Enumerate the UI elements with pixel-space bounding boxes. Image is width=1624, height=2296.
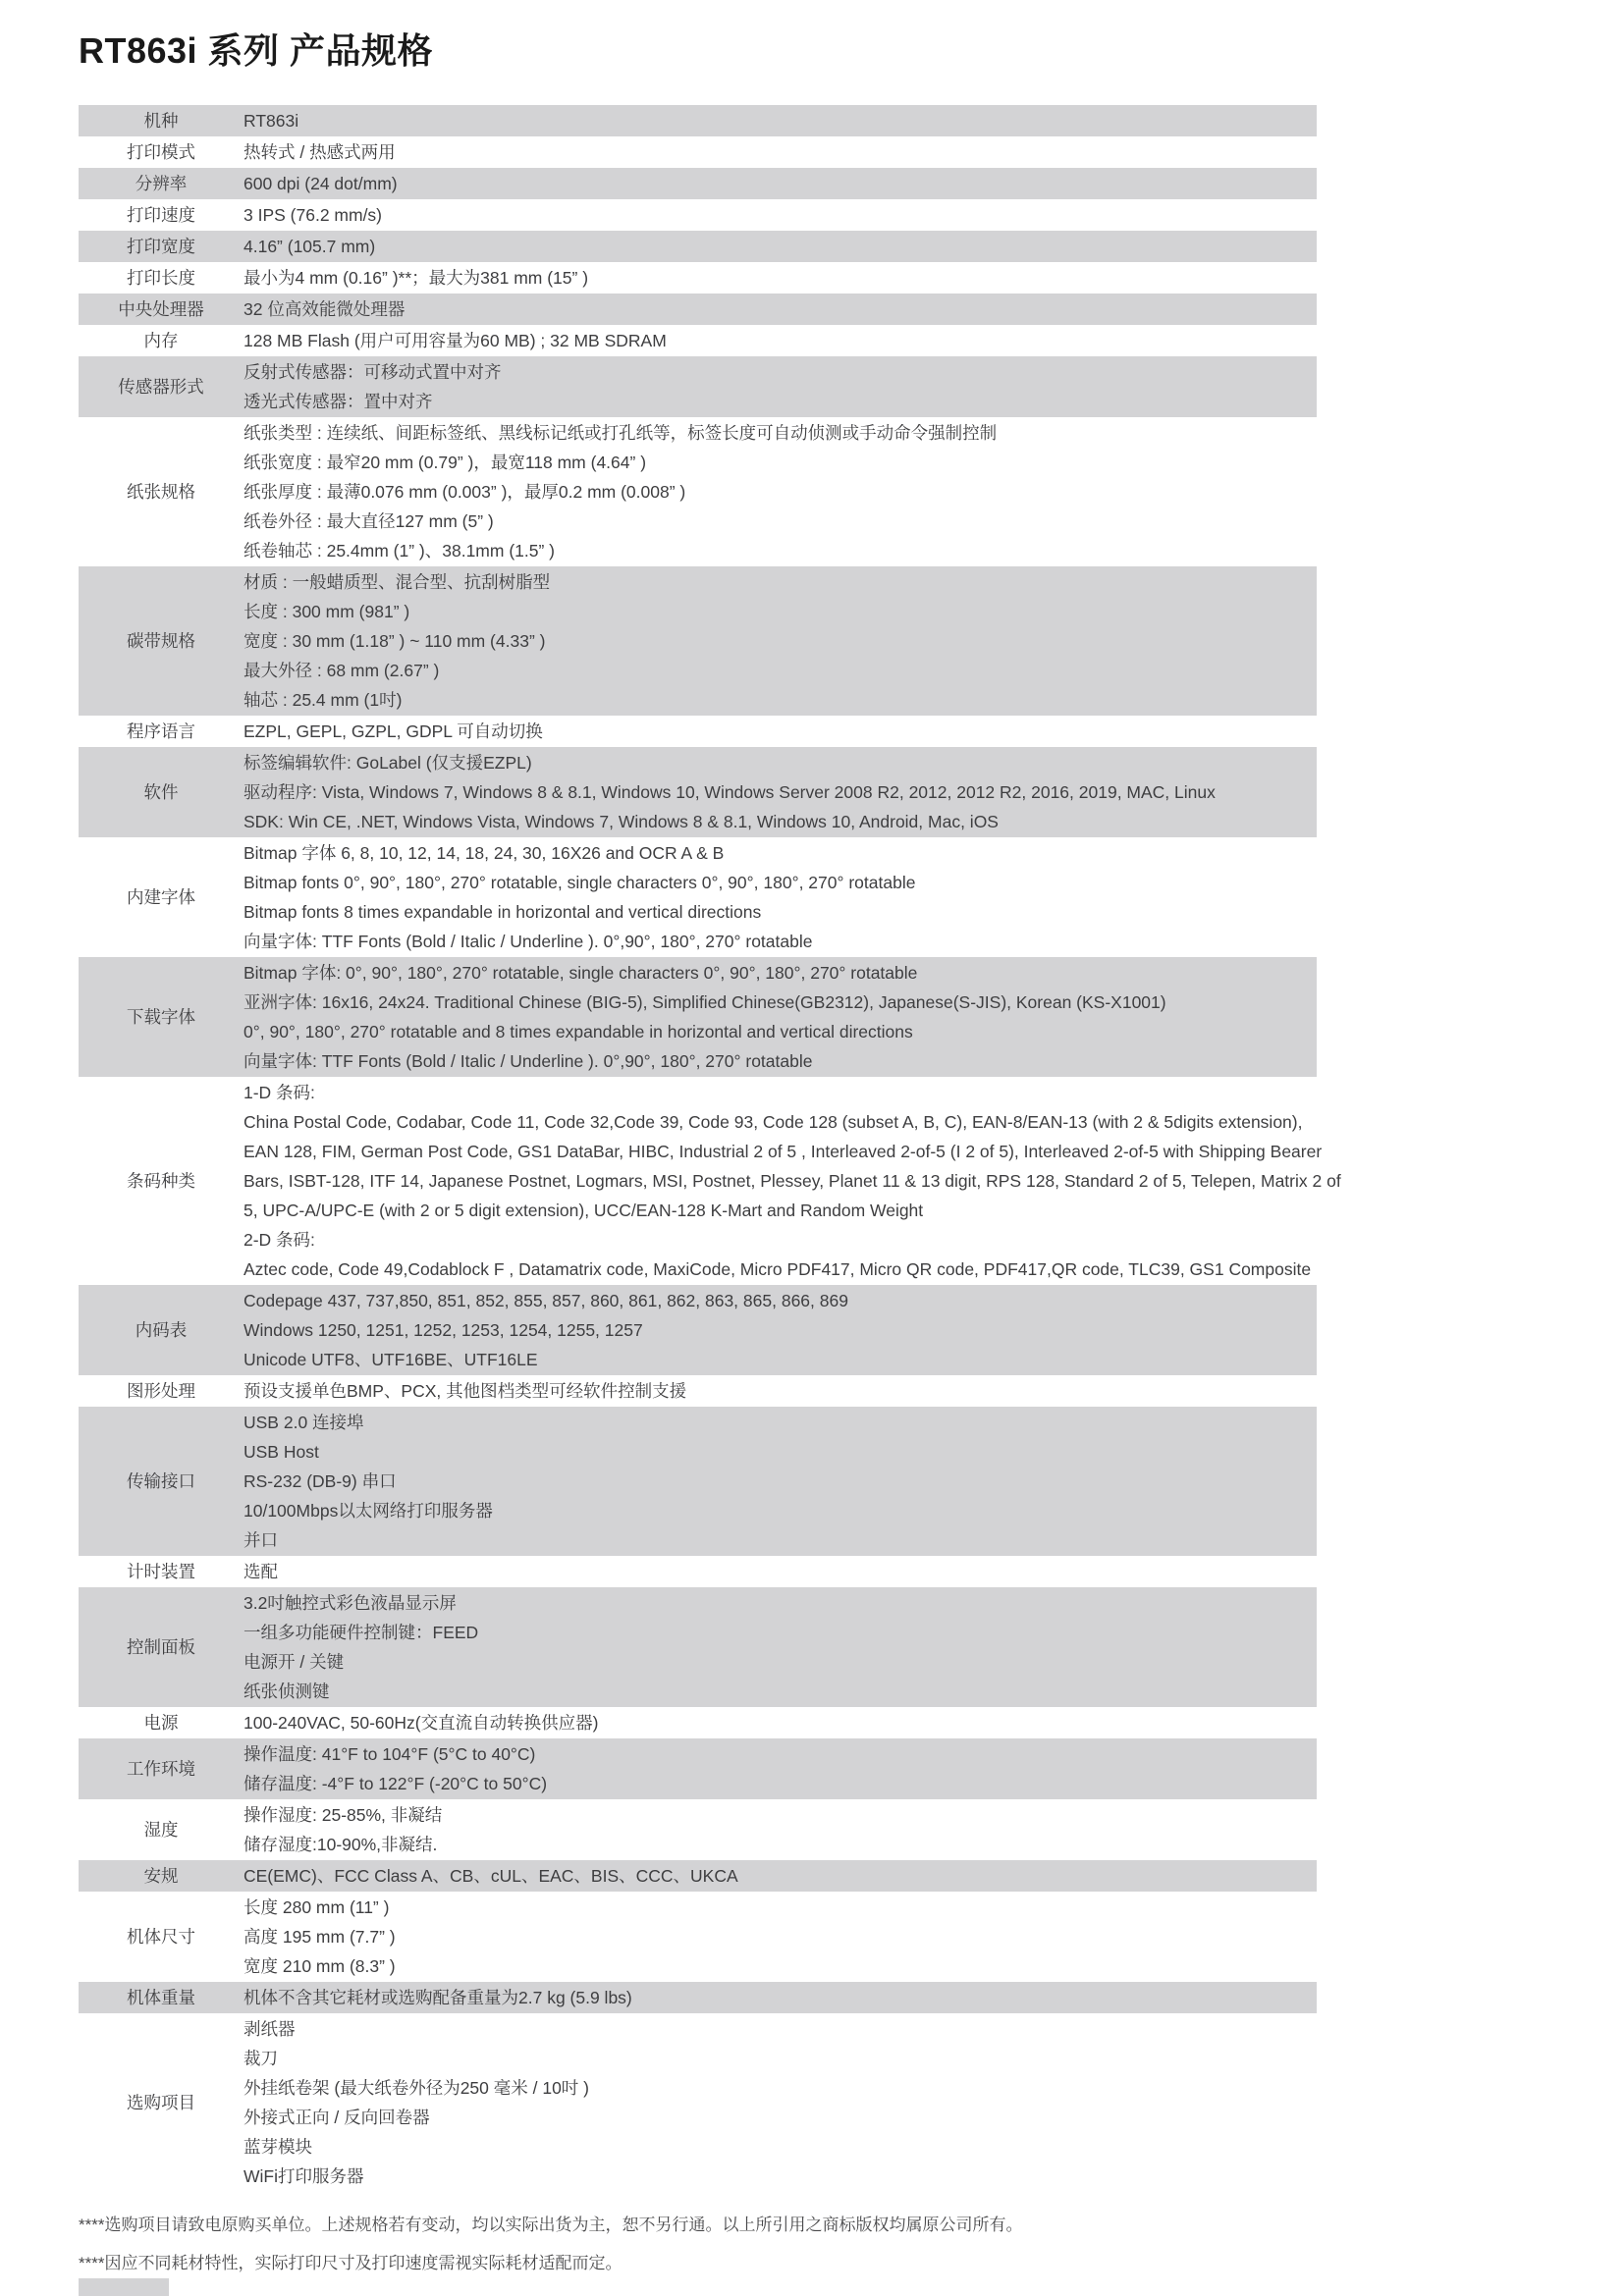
- spec-value-line: 操作温度: 41°F to 104°F (5°C to 40°C): [244, 1744, 536, 1764]
- spec-value: [244, 1077, 1341, 1285]
- spec-value: [244, 1707, 1317, 1738]
- spec-value: [244, 1892, 1317, 1982]
- table-row: [79, 199, 1317, 231]
- spec-value: [244, 1982, 1317, 2013]
- spec-label: 内存: [143, 331, 179, 350]
- table-row: [79, 957, 1317, 1077]
- spec-label: 程序语言: [127, 721, 195, 741]
- spec-label: 软件: [143, 782, 179, 802]
- spec-value-line: 128 MB Flash (用户可用容量为60 MB) ; 32 MB SDRAM: [244, 331, 667, 350]
- spec-value-line: 电源开 / 关键: [244, 1652, 345, 1672]
- spec-value-line: 操作湿度: 25-85%, 非凝结: [244, 1805, 443, 1825]
- spec-label: 内建字体: [127, 887, 195, 907]
- spec-label: 湿度: [143, 1820, 179, 1840]
- spec-value-line: 机体不含其它耗材或选购配备重量为2.7 kg (5.9 lbs): [244, 1988, 632, 2007]
- spec-value-line: 驱动程序: Vista, Windows 7, Windows 8 & 8.1, Windows 10, Windows Server 2008 R2, 2012, 2012 R2, 2016, 2019, MAC, Linux: [244, 782, 1216, 802]
- spec-table: [79, 105, 1341, 2192]
- spec-value: [244, 716, 1317, 747]
- table-row: [79, 1982, 1317, 2013]
- spec-value-line: 0°, 90°, 180°, 270° rotatable and 8 times expandable in horizontal and vertical directions: [244, 1022, 913, 1041]
- table-row: [79, 747, 1317, 837]
- spec-value-line: 向量字体: TTF Fonts (Bold / Italic / Underline ). 0°,90°, 180°, 270° rotatable: [244, 932, 813, 951]
- spec-value-line: 纸卷外径 : 最大直径127 mm (5” ): [244, 511, 494, 531]
- spec-value-line: 最小为4 mm (0.16” )**；最大为381 mm (15” ): [244, 268, 589, 288]
- spec-value-line: 选配: [244, 1562, 278, 1581]
- spec-value-line: 亚洲字体: 16x16, 24x24. Traditional Chinese (BIG-5), Simplified Chinese(GB2312), Japanese(S-JIS), Korean (KS-X1001): [244, 992, 1166, 1012]
- spec-value: [244, 105, 1317, 136]
- spec-value: [244, 747, 1317, 837]
- spec-value: [244, 325, 1317, 356]
- spec-value: [244, 957, 1317, 1077]
- table-row: [79, 1556, 1317, 1587]
- spec-value-line: 热转式 / 热感式两用: [244, 142, 396, 162]
- spec-value-line: 预设支援单色BMP、PCX, 其他图档类型可经软件控制支援: [244, 1381, 687, 1401]
- spec-value-line: 纸张宽度 : 最窄20 mm (0.79” )，最宽118 mm (4.64” ): [244, 453, 647, 472]
- spec-value-line: 储存湿度:10-90%,非凝结.: [244, 1835, 438, 1854]
- spec-value: [244, 1799, 1317, 1860]
- spec-label: 中央处理器: [118, 299, 204, 319]
- spec-label: 选购项目: [127, 2093, 195, 2112]
- spec-value-line: 高度 195 mm (7.7” ): [244, 1927, 396, 1947]
- spec-value-line: EZPL, GEPL, GZPL, GDPL 可自动切换: [244, 721, 543, 741]
- spec-value-line: Codepage 437, 737,850, 851, 852, 855, 857, 860, 861, 862, 863, 865, 866, 869: [244, 1291, 848, 1310]
- spec-value-line: Bitmap 字体 6, 8, 10, 12, 14, 18, 24, 30, 16X26 and OCR A & B: [244, 843, 725, 863]
- spec-value-line: 纸卷轴芯 : 25.4mm (1” )、38.1mm (1.5” ): [244, 541, 555, 561]
- spec-value-line: WiFi打印服务器: [244, 2166, 364, 2186]
- table-row: [79, 1375, 1317, 1407]
- spec-label: 机种: [143, 111, 179, 131]
- spec-value-line: CE(EMC)、FCC Class A、CB、cUL、EAC、BIS、CCC、UKCA: [244, 1866, 738, 1886]
- spec-label: 打印模式: [127, 142, 195, 162]
- spec-label: 条码种类: [127, 1171, 195, 1191]
- table-row: [79, 1707, 1317, 1738]
- spec-value-line: 最大外径 : 68 mm (2.67” ): [244, 661, 440, 680]
- table-row: [79, 1738, 1317, 1799]
- spec-value-line: 4.16” (105.7 mm): [244, 237, 376, 256]
- spec-value: [244, 262, 1317, 294]
- spec-value-line: USB Host: [244, 1442, 319, 1462]
- spec-value-line: 100-240VAC, 50-60Hz(交直流自动转换供应器): [244, 1713, 599, 1733]
- spec-value-line: 并口: [244, 1530, 278, 1550]
- spec-value-line: 600 dpi (24 dot/mm): [244, 174, 398, 193]
- spec-label: 纸张规格: [127, 482, 195, 502]
- spec-value: [244, 566, 1317, 716]
- table-row: [79, 231, 1317, 262]
- footnotes: [79, 2206, 1624, 2282]
- table-row: [79, 105, 1317, 136]
- spec-value-line: Bitmap fonts 0°, 90°, 180°, 270° rotatable, single characters 0°, 90°, 180°, 270° rotatable: [244, 873, 916, 892]
- spec-label: 分辨率: [135, 174, 188, 193]
- spec-label: 打印长度: [127, 268, 195, 288]
- spec-label: 机体重量: [127, 1988, 195, 2007]
- spec-value-line: 纸张侦测键: [244, 1682, 330, 1701]
- spec-value-line: 材质 : 一般蜡质型、混合型、抗刮树脂型: [244, 572, 551, 592]
- table-row: [79, 716, 1317, 747]
- spec-value-line: 储存温度: -4°F to 122°F (-20°C to 50°C): [244, 1774, 548, 1793]
- cut-off-next-row-fragment: [79, 2278, 169, 2296]
- spec-value: [244, 417, 1317, 566]
- spec-value-line: 3.2吋触控式彩色液晶显示屏: [244, 1593, 457, 1613]
- spec-value-line: 外挂纸卷架 (最大纸卷外径为250 毫米 / 10吋 ): [244, 2078, 589, 2098]
- spec-label: 机体尺寸: [127, 1927, 195, 1947]
- spec-label: 碳带规格: [127, 631, 195, 651]
- spec-value-line: 3 IPS (76.2 mm/s): [244, 205, 383, 225]
- table-row: [79, 566, 1317, 716]
- table-row: [79, 294, 1317, 325]
- spec-value-line: Aztec code, Code 49,Codablock F , Datamatrix code, MaxiCode, Micro PDF417, Micro QR code, PDF417,QR code, TLC39, GS1 Composite: [244, 1259, 1312, 1279]
- table-row: [79, 1799, 1317, 1860]
- table-row: [79, 136, 1317, 168]
- spec-value-line: 蓝芽模块: [244, 2137, 312, 2157]
- spec-value-line: China Postal Code, Codabar, Code 11, Code 32,Code 39, Code 93, Code 128 (subset A, B, C), EAN-8/EAN-13 (with 2 & 5digits extension),: [244, 1112, 1303, 1132]
- spec-value: [244, 1285, 1317, 1375]
- spec-value-line: 向量字体: TTF Fonts (Bold / Italic / Underline ). 0°,90°, 180°, 270° rotatable: [244, 1051, 813, 1071]
- spec-value: [244, 1407, 1317, 1556]
- table-row: [79, 1077, 1341, 1285]
- spec-value-line: Bitmap 字体: 0°, 90°, 180°, 270° rotatable, single characters 0°, 90°, 180°, 270° rotatable: [244, 963, 918, 983]
- spec-value-line: 32 位高效能微处理器: [244, 299, 406, 319]
- table-row: [79, 837, 1317, 957]
- spec-label: 内码表: [135, 1320, 188, 1340]
- spec-value-line: 纸张类型 : 连续纸、间距标签纸、黑线标记纸或打孔纸等，标签长度可自动侦测或手动命令强制控制: [244, 423, 998, 443]
- table-row: [79, 1587, 1317, 1707]
- spec-value: [244, 231, 1317, 262]
- spec-value-line: 宽度 : 30 mm (1.18” ) ~ 110 mm (4.33” ): [244, 631, 546, 651]
- spec-label: 打印宽度: [127, 237, 195, 256]
- table-row: [79, 2013, 1317, 2192]
- spec-value-line: RT863i: [244, 111, 299, 131]
- spec-value-line: USB 2.0 连接埠: [244, 1413, 364, 1432]
- footnote-line: ****选购项目请致电原购买单位。上述规格若有变动，均以实际出货为主，恕不另行通。以上所引用之商标版权均属原公司所有。: [79, 2216, 1023, 2234]
- spec-value-line: SDK: Win CE, .NET, Windows Vista, Windows 7, Windows 8 & 8.1, Windows 10, Android, Mac, iOS: [244, 812, 999, 831]
- spec-value-line: 裁刀: [244, 2049, 278, 2068]
- spec-value-line: 标签编辑软件: GoLabel (仅支援EZPL): [244, 753, 532, 773]
- spec-value-line: Bars, ISBT-128, ITF 14, Japanese Postnet, Logmars, MSI, Postnet, Plessey, Planet 11 & 13 digit, RPS 128, Standard 2 of 5, Telepen, Matrix 2 of: [244, 1171, 1341, 1191]
- spec-value-line: 1-D 条码:: [244, 1083, 315, 1102]
- spec-label: 安规: [143, 1866, 179, 1886]
- spec-value: [244, 136, 1317, 168]
- spec-value: [244, 837, 1317, 957]
- table-row: [79, 1285, 1317, 1375]
- spec-label: 工作环境: [127, 1759, 195, 1779]
- spec-value-line: EAN 128, FIM, German Post Code, GS1 DataBar, HIBC, Industrial 2 of 5 , Interleaved 2-of-5 (I 2 of 5), Interleaved 2-of-5 with Shipping Bearer: [244, 1142, 1323, 1161]
- spec-value: [244, 2013, 1317, 2192]
- spec-value-line: 纸张厚度 : 最薄0.076 mm (0.003” )，最厚0.2 mm (0.008” ): [244, 482, 686, 502]
- table-row: [79, 168, 1317, 199]
- page-title: RT863i 系列 产品规格: [79, 30, 434, 71]
- spec-value-line: Unicode UTF8、UTF16BE、UTF16LE: [244, 1350, 538, 1369]
- table-row: [79, 356, 1317, 417]
- table-row: [79, 325, 1317, 356]
- table-row: [79, 1860, 1317, 1892]
- spec-value-line: 5, UPC-A/UPC-E (with 2 or 5 digit extension), UCC/EAN-128 K-Mart and Random Weight: [244, 1201, 924, 1220]
- spec-label: 控制面板: [127, 1637, 195, 1657]
- spec-value-line: 长度 280 mm (11” ): [244, 1897, 390, 1917]
- footnote-line: ****因应不同耗材特性，实际打印尺寸及打印速度需视实际耗材适配而定。: [79, 2254, 623, 2272]
- spec-value-line: 外接式正向 / 反向回卷器: [244, 2108, 430, 2127]
- spec-value-line: 宽度 210 mm (8.3” ): [244, 1956, 396, 1976]
- spec-value-line: Windows 1250, 1251, 1252, 1253, 1254, 1255, 1257: [244, 1320, 643, 1340]
- spec-value-line: 一组多功能硬件控制键：FEED: [244, 1623, 479, 1642]
- spec-value-line: 轴芯 : 25.4 mm (1吋): [244, 690, 403, 710]
- spec-value: [244, 356, 1317, 417]
- spec-label: 电源: [143, 1713, 179, 1733]
- spec-value: [244, 294, 1317, 325]
- spec-value-line: 10/100Mbps以太网络打印服务器: [244, 1501, 493, 1521]
- spec-label: 计时装置: [127, 1562, 195, 1581]
- spec-value: [244, 1738, 1317, 1799]
- spec-label: 下载字体: [127, 1007, 195, 1027]
- spec-value-line: Bitmap fonts 8 times expandable in horizontal and vertical directions: [244, 902, 762, 922]
- table-row: [79, 1407, 1317, 1556]
- spec-label: 传输接口: [127, 1471, 195, 1491]
- spec-label: 打印速度: [127, 205, 195, 225]
- spec-value: [244, 1556, 1317, 1587]
- spec-value: [244, 1375, 1317, 1407]
- spec-label: 图形处理: [127, 1381, 195, 1401]
- spec-value-line: RS-232 (DB-9) 串口: [244, 1471, 397, 1491]
- spec-value-line: 2-D 条码:: [244, 1230, 315, 1250]
- spec-value: [244, 1860, 1317, 1892]
- spec-value: [244, 199, 1317, 231]
- spec-value: [244, 1587, 1317, 1707]
- spec-value-line: 透光式传感器：置中对齐: [244, 392, 433, 411]
- spec-value-line: 反射式传感器：可移动式置中对齐: [244, 362, 502, 382]
- spec-value: [244, 168, 1317, 199]
- spec-value-line: 剥纸器: [244, 2019, 296, 2039]
- table-row: [79, 1892, 1317, 1982]
- table-row: [79, 262, 1317, 294]
- table-row: [79, 417, 1317, 566]
- spec-label: 传感器形式: [118, 377, 204, 397]
- spec-value-line: 长度 : 300 mm (981” ): [244, 602, 410, 621]
